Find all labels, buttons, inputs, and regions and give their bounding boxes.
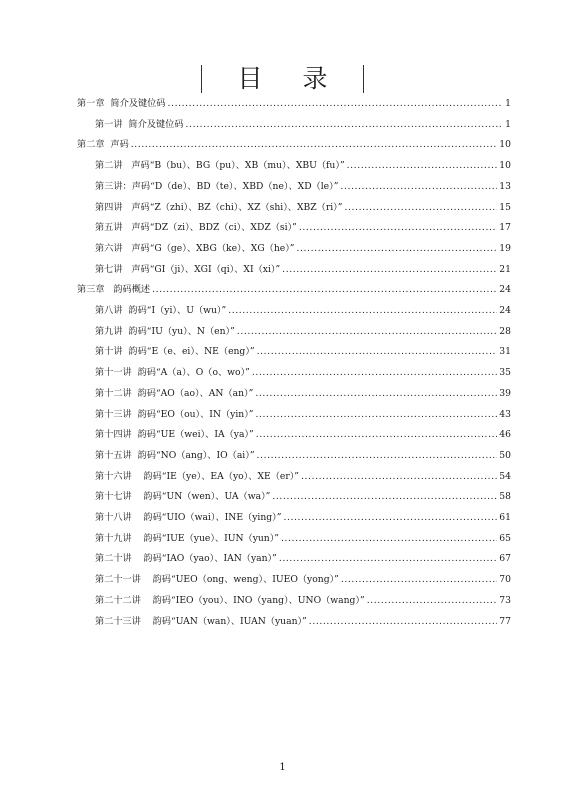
toc-entry-label: 第十七讲 韵码“UN（wen）、UA（wa）” [95,491,271,503]
toc-entry-page: 13 [499,180,511,192]
toc-entry-label: 第二章 声码 [77,139,129,151]
toc-lecture-entry[interactable] [95,450,511,462]
toc-lecture-entry[interactable] [95,160,511,172]
toc-entry-page: 10 [499,160,511,172]
toc-lecture-entry[interactable] [95,533,511,545]
toc-entry-page: 77 [499,615,511,627]
dot-leader [131,139,498,151]
dot-leader [297,243,498,255]
toc-entry-label: 第六讲 声码“G（ge）、XBG（ke）、XG（he）” [95,242,295,254]
dot-leader [252,367,497,379]
dot-leader [255,388,497,400]
toc-chapter-entry[interactable] [77,98,511,110]
dot-leader [256,409,498,421]
dot-leader [282,264,497,276]
toc-lecture-entry[interactable] [95,346,511,358]
toc-entry-label: 第二十三讲 韵码“UAN（wan）、IUAN（yuan）” [95,615,307,627]
toc-entry-page: 39 [499,387,511,399]
dot-leader [301,471,497,483]
toc-lecture-entry[interactable] [95,429,511,441]
toc-entry-label: 第三章 韵码概述 [77,284,151,296]
toc-entry-label: 第七讲 声码“GI（ji）、XGI（qi）、XI（xi）” [95,263,281,275]
toc-entry-label: 第十一讲 韵码“A（a）、O（o、wo）” [95,367,250,379]
toc-entry-page: 61 [499,512,511,523]
toc-entry-page: 1 [505,118,511,130]
toc-entry-page: 15 [499,201,511,213]
toc-lecture-entry[interactable] [95,616,511,628]
toc-entry-page: 17 [499,222,511,234]
dot-leader [283,512,497,524]
dot-leader [256,429,498,441]
toc-entry-label: 第十四讲 韵码“UE（wei）、IA（ya）” [95,429,254,441]
toc-entry-page: 28 [499,325,511,337]
title-left-bar [201,65,202,93]
toc-entry-label: 第二讲 声码“B（bu）、BG（pu）、XB（mu）、XBU（fu）” [95,160,345,172]
toc-entry-label: 第八讲 韵码“I（yi）、U（wu）” [95,305,227,316]
title-right-bar [363,65,364,93]
toc-entry-label: 第十五讲 韵码“NO（ang）、IO（ai）” [95,449,255,461]
toc-entry-label: 第三讲：声码“D（de）、BD（te）、XBD（ne）、XD（le）” [95,180,339,192]
toc-lecture-entry[interactable] [95,243,511,255]
toc-entry-page: 21 [499,263,511,275]
page-title: 目 录 [237,64,344,93]
toc-entry-page: 24 [499,305,511,316]
toc-lecture-entry[interactable] [95,367,511,379]
toc-lecture-entry[interactable] [95,305,511,317]
toc-lecture-entry[interactable] [95,553,511,565]
toc-lecture-entry[interactable] [95,388,511,400]
toc-entry-label: 第十讲 韵码“E（e、ei）、NE（eng）” [95,346,255,358]
toc-entry-label: 第二十二讲 韵码“IEO（you）、INO（yang）、UNO（wang）” [95,594,365,606]
toc-lecture-entry[interactable] [95,409,511,421]
toc-entry-page: 24 [499,284,511,296]
toc-lecture-entry[interactable] [95,202,511,214]
dot-leader [341,574,497,586]
toc-lecture-entry[interactable] [95,181,511,193]
toc-entry-label: 第九讲 韵码“IU（yu）、N（en）” [95,325,235,337]
toc-entry-page: 73 [499,594,511,606]
toc-entry-label: 第一章 简介及键位码 [77,98,166,109]
toc-entry-page: 10 [499,139,511,151]
toc-entry-label: 第十二讲 韵码“AO（ao）、AN（an）” [95,387,254,399]
toc-entry-page: 35 [499,367,511,379]
toc-lecture-entry[interactable] [95,595,511,607]
toc-entry-page: 54 [499,470,511,482]
toc-entry-page: 46 [499,429,511,441]
page-number: 1 [279,762,286,773]
toc-entry-label: 第五讲 声码“DZ（zi）、BDZ（ci）、XDZ（si）” [95,222,297,234]
dot-leader [152,284,497,296]
toc-lecture-entry[interactable] [95,264,511,276]
dot-leader [367,595,498,607]
dot-leader [309,616,498,628]
toc-lecture-entry[interactable] [95,326,511,338]
toc-chapter-entry[interactable] [77,139,511,151]
dot-leader [168,98,504,110]
toc-entry-label: 第二十一讲 韵码“UEO（ong、weng）、IUEO（yong）” [95,574,339,586]
toc-chapter-entry[interactable] [77,284,511,296]
toc-entry-label: 第四讲 声码“Z（zhi）、BZ（chi）、XZ（shi）、XBZ（ri）” [95,201,343,213]
dot-leader [281,533,497,545]
toc-lecture-entry[interactable] [95,491,511,503]
dot-leader [257,346,498,358]
toc-entry-page: 31 [499,346,511,358]
toc-entry-page: 58 [499,491,511,503]
dot-leader [228,305,497,317]
dot-leader [340,181,497,193]
dot-leader [257,450,498,462]
toc-entry-page: 50 [499,449,511,461]
toc-entry-label: 第十六讲 韵码“IE（ye）、EA（yo）、XE（er）” [95,470,300,482]
toc-entry-page: 1 [505,98,511,109]
toc-entry-label: 第一讲 简介及键位码 [95,118,184,130]
dot-leader [279,553,497,565]
toc-heading [0,62,565,96]
toc-lecture-entry[interactable] [95,119,511,131]
dot-leader [237,326,498,338]
toc-lecture-entry[interactable] [95,512,511,524]
dot-leader [299,222,497,234]
toc-entry-page: 67 [499,553,511,565]
toc-entry-label: 第十三讲 韵码“EO（ou）、IN（yin）” [95,408,254,420]
dot-leader [186,119,504,131]
dot-leader [272,491,497,503]
toc-entry-page: 65 [499,532,511,544]
toc-entry-page: 70 [499,574,511,586]
dot-leader [347,160,498,172]
toc-entry-label: 第二十讲 韵码“IAO（yao）、IAN（yan）” [95,553,277,565]
toc-entry-page: 43 [499,408,511,420]
dot-leader [344,202,497,214]
toc-lecture-entry[interactable] [95,574,511,586]
toc-lecture-entry[interactable] [95,222,511,234]
toc-entry-label: 第十九讲 韵码“IUE（yue）、IUN（yun）” [95,532,279,544]
toc-lecture-entry[interactable] [95,471,511,483]
toc-entry-page: 19 [499,242,511,254]
toc-entry-label: 第十八讲 韵码“UIO（wai）、INE（ying）” [95,512,282,523]
